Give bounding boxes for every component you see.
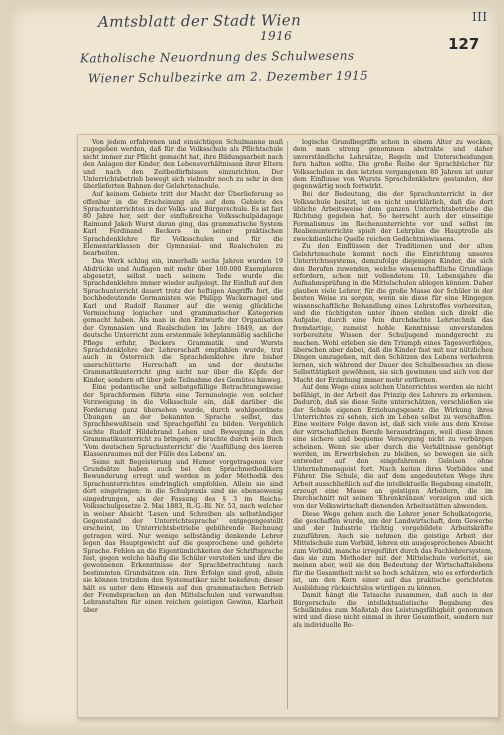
paragraph: Auf dem Wege eines solchen Unterrichtes werden sie nicht befähigt, in der Arbeit das Prinzip des Lehrers zu erkennen. Dadurch, daß sie diese Seite unterschätzen, verschließen sie der Schule eigenen Erziehungsgesetz die Wirkung ihres Unterrichtes zu sehen, sich im Leben selbst zu verschaffen. Eine weitere Folge davon ist, daß sich viele aus dem Kreise der wirtschaftlichen Berufe herausdrängen, weil diese ihnen eine sichere und bequeme Versorgung nicht zu verbürgen scheinen. Wenn sie aber durch die Verhältnisse genötigt werden, im Erwerbsleben zu bleiben, so bewegen sie sich entweder auf den eingefahrenen Geleisen ohne Unternehmensgeist fort. Nach keiten ihres Vorbildes und Führer. Die Schule, die auf dem angedeuteten Wege ihre Arbeit ausschließlich auf die intellektuelle Begabung einstellt, erzeugt eine Masse an geistigen Arbeitern, die im Durchschnitt mit seinen 'Ehrenkränzen' vorzeigen und sich von der Volkswirtschaft dienenden Arbeitsstätten abwenden.: [293, 384, 493, 510]
paragraph: Auf keinem Gebiete tritt der Macht der Überlieferung so offenbar in die Erscheinung als auf dem Gebiete des Sprachunterrichtes in der Volks- und Bürgerschule. Es ist fast 80 Jahre her, seit der einflußreiche Volksschulpädagoge Raimund Jakob Wurst daran ging, das grammatische System Karl Ferdinand Beckers in seiner praktischen Sprachdenklehre für Volksschulen und für die Elementarklassen der Gymnasial- und Realschulen zu bearbeiten.: [83, 191, 283, 258]
paragraph: Damit hängt die Tatsache zusammen, daß auch in der Bürgerschule die intellektualistische Begabung des Schulkindes zum Maßstab des Leistungsfähigkeit genommen wird und diese nicht einmal in ihrer Gesamtheit, sondern nur als individuelle Be-: [293, 592, 493, 629]
handwritten-year: 1916: [260, 29, 293, 43]
handwritten-subject-line-2: Wiener Schulbezirke am 2. Dezember 1915: [87, 68, 369, 86]
paragraph: Das Werk schlug ein, innerhalb sechs Jahren wurden 19 Abdrücke und Auflagen mit mehr über 100.000 Exemplaren abgesetzt, selbst nach seinem Tode wurde die Sprachdenklehre immer wieder aufgelegt. Ihr Einfluß auf den Sprachunterricht dauert trotz der heftigen Angriffe fort, die hochbedeutende Germanisten wie Philipp Wackernagel und Karl und Rudolf Raumer auf die wenig glückliche Vermischung logischer und grammatischer Kategorien gemacht haben. Als man in den Entwurfe der Organisation der Gymnasien und Realschulen im Jahre 1849, an der deutsche Unterricht zum erstenmale lehrplanmäßig sachliche Pflege erfuhr, Beckers Grammatik und Wursts Sprachdenklehre der Lehrerschaft empfahlen wurde, trat auch in Österreich die Sprachdenklehre ihre bisher unerschütterte Herrschaft an und der deutsche Grammatikunterricht ging nicht nur über die Köpfe der Kinder, sondern oft über jede Teilnahme des Gemütes hinweg.: [83, 258, 283, 384]
column-divider: [287, 141, 288, 709]
paragraph: Seine mit Begeisterung und Humor vorgetragenen vier Grundsätze haben auch bei den Sprachmethodikern Bewunderung erregt und werden in jeder Methodik des Sprachunterrichtes eindringlich empfohlen. Allein sie sind dort eingetragen; in die Schulpraxis sind sie ebensowenig eingedrungen, als der Fassung des § 3 im Reichs-Volksschulgesetze 2. Mai 1883, R.-G.-Bl. Nr. 53, nach welcher in weiser Absicht 'Lesen und Schreiben als selbständiger Gegenstand der Unterrichtssprache' entgegengestellt erscheint, im Unterrichtsbetriebe gebührende Rechnung getragen wird. Nur wenige selbständig denkende Lehrer legen das Hauptgewicht auf die gesprochene und gehörte Sprache. Fehlen an die Eigentümlichkeiten der Schriftsprache fest, gegen welche häufig die Schüler verstoßen und ihre die gewonnenen Erkenntnisse der Sprachbetrachtung nach bestimmten Grundsätzen ein. Ihre Erfolge sind groß, allein sie können trotzdem den Systematiker nicht bekehren; dieser hält es unter dem Hinweis auf den grammatischen Betrieb der Fremdsprachen an den Mittelschulen und verwandten Lehranstalten für einen reichen geistigen Gewinn, Klarheit über: [83, 458, 283, 614]
paragraph: Eine pedantische und selbstgefällige Betrachtungsweise der Sprachformen führte eine Terminologie von solcher Verzweigung in die Volksschule ein, daß darüber die Forderung ganz übersehen wurde, durch wohlgeordnete Übungen an der bekannten Sprache selbst, das Sprachbewußtsein und Sprachgefühl zu bilden. Vergeblich suchte Rudolf Hildebrand Leben und Bewegung in den Grammatikunterricht zu bringen; er brachte durch sein Buch 'Vom deutschen Sprachunterricht' die 'Ausfüllung des leeren Klassenraumes mit der Fülle des Lebens' an.: [83, 384, 283, 458]
newspaper-clipping: [77, 134, 499, 718]
paragraph: Bei der Bedeutung, die der Sprachunterricht in der Volksschule besitzt, ist es nicht unerklärlich, daß die dort übliche Arbeitsweise dem ganzen Unterrichtsbetriebe die Richtung gegeben hat. So herrscht auch der einseitige Formalismus im Rechenunterrichte vor und selbst im Realienunterrichte spielt der Lehrplan die Hauptrolle als zweckdienliche Quelle reichen Gedächtniswissens.: [293, 191, 493, 243]
handwritten-source-title: Amtsblatt der Stadt Wien: [97, 11, 302, 31]
archive-mark: III: [472, 10, 488, 24]
paragraph: Zu den Einflüssen der Traditionen und der alten Gelehrtenschule kommt noch die Einrichtung unseres Unterrichtssystems, demzufolge diejenigen Kinder, die sich den Berufen zuwenden, welche wissenschaftliche Grundlage erfordern, schon mit vollendetem 10. Lebensjahre die Aufnahmsprüfung in die Mittelschulen ablegen können. Daher glauben viele Lehrer, für die große Masse der Schüler in der besten Weise zu sorgen, wenn sie diese für eine Hingegen wissenschaftliche Behandlung eines Lehrstoffes vorbereiten, und die tüchtigsten unter ihnen stellen sich direkt die Aufgabe, durch eine fein durchdachte Lehrtechnik das fremdartige, zumeist hohle Kenntnisse unverstanden vorbereitete Wissen der Schuljugend mundgerecht zu machen. Wohl erleben sie den Triumph eines Tagesverfolges, überschen aber dabei, daß die Kinder fast mit nur nützlichen Dingen umzugehen, mit den Schätzen des Lebens verkehren lernen, sich während der Dauer des Schulbesuches an diese Selbsttätigkeit gewöhnen, sie sich gewinnen und sich von der Macht der Erziehung immer mehr entfernen.: [293, 243, 493, 384]
paragraph: Von jedem erfahrenen und einsichtigen Schulmanne muß zugegeben werden, daß für die Volksschule als Pflichtschule nicht immer zur Pflicht gemacht hat, ihre Bildungsarbeit nach den Anlagen der Kinder, den Lebensverhältnissen ihrer Eltern und nach den Zeitbedürfnissen einzurichten. Der Unterrichtsbetrieb bewegt sich vielmehr noch zu sehr in den überlieferten Bahnen der Gelehrtenschule.: [83, 139, 283, 191]
archive-page: [10, 4, 498, 730]
paragraph: logische Grundbegriffe schon in einem Alter zu wecken, dem man streng genommen abstrakte und daher unverständliche Lehrsätze, Regeln und Unterscheidungen fern halten sollte. Die große Reihe der Sprachbücher für Volksschulen in den letzten vergangenen 80 Jahren ist unter dem Einflusse von Wursts Sprachdenklehre gestanden, der gegenwärtig noch fortwirkt.: [293, 139, 493, 191]
page-number: 127: [448, 35, 480, 53]
article-column-right: [293, 139, 493, 711]
paragraph: Diese Wege gehen auch die Lehrer jener Schulkategorie, die geschaffen wurde, um der Landwirtschaft, dem Gewerbe und der Industrie tüchtig vorgebildete Arbeitskräfte zuzuführen. Auch sie nehmen die geistige Arbeit der Mittelschule zum Vorbild, lehren ein ausgesprochenes Absicht zum Vorbild, manche irregeführt durch das Fachlehrersystem, das sie zum Methoder mit der Mittelschule verleitet, sie meinen aber, weil sie den Bedeutung der Wirtschaftslebens für die Gesamtheit nicht so hoch schätzen, wie es erforderlich ist, um den Kern einer auf das praktische gerichteten Ausbildung rücksichtslos würdigen zu können.: [293, 510, 493, 592]
handwritten-subject-line-1: Katholische Neuordnung des Schulwesens: [79, 48, 355, 66]
article-column-left: [83, 139, 283, 711]
